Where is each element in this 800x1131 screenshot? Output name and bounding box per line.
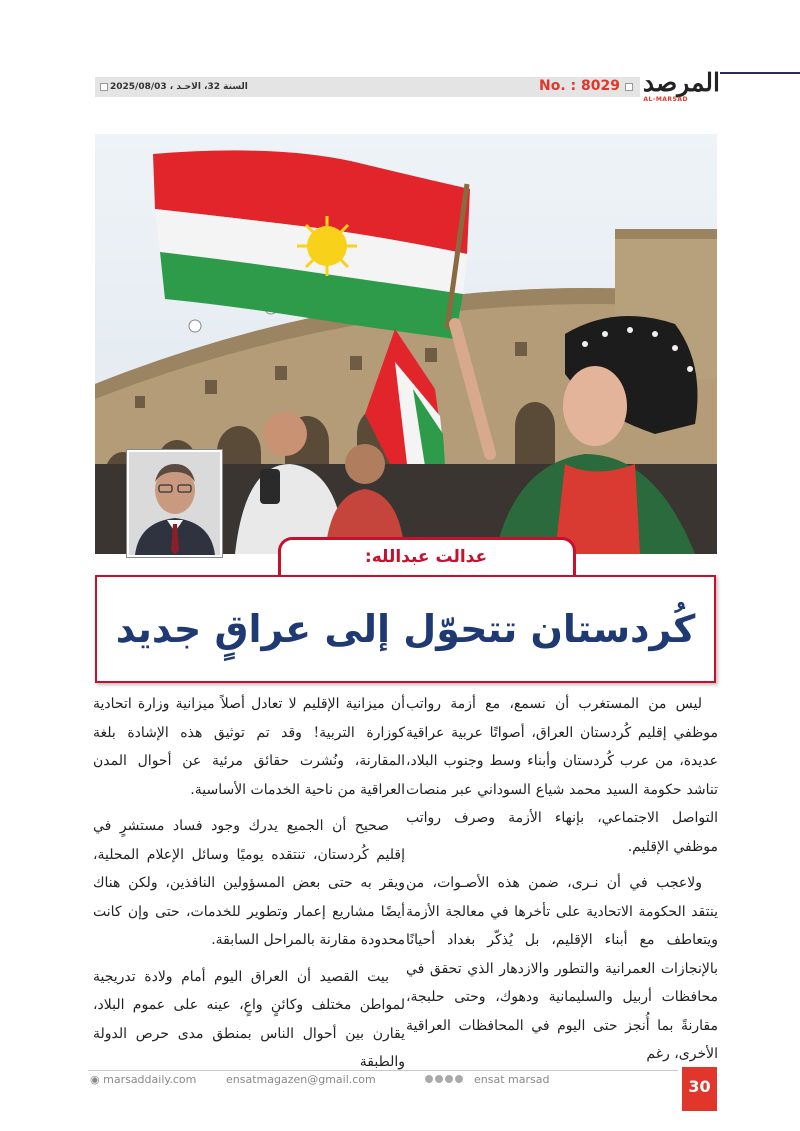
author-portrait-illustration xyxy=(129,452,220,555)
issue-date: السنة 32، الاحـد ، 2025/08/03 xyxy=(110,82,248,92)
paragraph: بيت القصيد أن العراق اليوم أمام ولادة تدريجية لمواطن مختلف وكائنٍ واعٍ، عينه على عموم البلاد، يقارن بين أحوال الناس بمنطق مدى حرص الدولة والطبقة xyxy=(93,968,405,1070)
footer-rule xyxy=(88,1070,678,1071)
logo-subtext: AL-MARSAD xyxy=(643,96,688,103)
article-column-right xyxy=(406,690,718,1062)
globe-icon: ◉ xyxy=(90,1073,100,1086)
footer-social-handle[interactable]: ensat marsad xyxy=(474,1073,550,1086)
paragraph: ولاعجب في أن نـرى، ضمن هذه الأصـوات، من ينتقد الحكومة الاتحادية على تأخرها في معالجة الأزمة ويتعاطف مع أبناء الإقليم، بل يُذكّر بغداد أحيانًا بالإنجازات العمرانية والتطور والازدهار الذي تحقق في محافظات أربيل والسليمانية ودهوك، وحتى حلبجة، مقارنةً بما أُنجز حتى اليوم في المحافظات العراقية الأخرى، رغم xyxy=(406,875,718,1062)
facebook-icon[interactable] xyxy=(425,1075,433,1083)
paragraph: أن ميزانية الإقليم لا تعادل أصلاً ميزانية وزارة اتحادية كوزارة التربية! وقد تم توثيق هذه الإشادة بلغة المقارنة، ونُشرت حقائق مرئية عن أحوال المدن العراقية من ناحية الخدمات الأساسية. xyxy=(93,696,405,798)
paragraph: صحيح أن الجميع يدرك وجود فساد مستشرٍ في إقليم كُردستان، تنتقده يوميًا وسائل الإعلام المحلية، ويقر به حتى بعض المسؤولين النافذين، ولكن هناك أيضًا مشاريع إعمار وتطوير للخدمات، حتى وإن كانت محدودة مقارنة بالمراحل السابقة. xyxy=(93,818,405,948)
website-link[interactable]: marsaddaily.com xyxy=(103,1073,197,1086)
newspaper-logo xyxy=(640,68,720,108)
article-title: كُردستان تتحوّل إلى عراقٍ جديد xyxy=(115,607,696,651)
twitter-icon[interactable] xyxy=(435,1075,443,1083)
paragraph: ليس من المستغرب أن نسمع، مع أزمة رواتب موظفي إقليم كُردستان العراق، أصواتًا عربية عراقية عديدة، من عرب كُردستان وأبناء وسط وجنوب البلاد، تناشد حكومة السيد محمد شياع السوداني عبر منصات التواصل الاجتماعي، بإنهاء الأزمة وصرف رواتب موظفي الإقليم. xyxy=(406,696,718,855)
header-square-marker xyxy=(100,83,108,91)
article-column-left xyxy=(93,690,405,1070)
page-number: 30 xyxy=(688,1077,711,1096)
header-rule xyxy=(720,72,800,74)
instagram-icon[interactable] xyxy=(445,1075,453,1083)
footer-email[interactable]: ensatmagazen@gmail.com xyxy=(226,1073,376,1086)
author-name: عدالت عبدالله: xyxy=(364,547,488,567)
issue-number: No. : 8029 xyxy=(539,78,620,94)
logo-text: المرصد xyxy=(642,68,720,97)
author-portrait xyxy=(127,450,222,557)
social-icons xyxy=(425,1075,470,1085)
youtube-icon[interactable] xyxy=(455,1075,463,1083)
header-square-marker xyxy=(625,83,633,91)
